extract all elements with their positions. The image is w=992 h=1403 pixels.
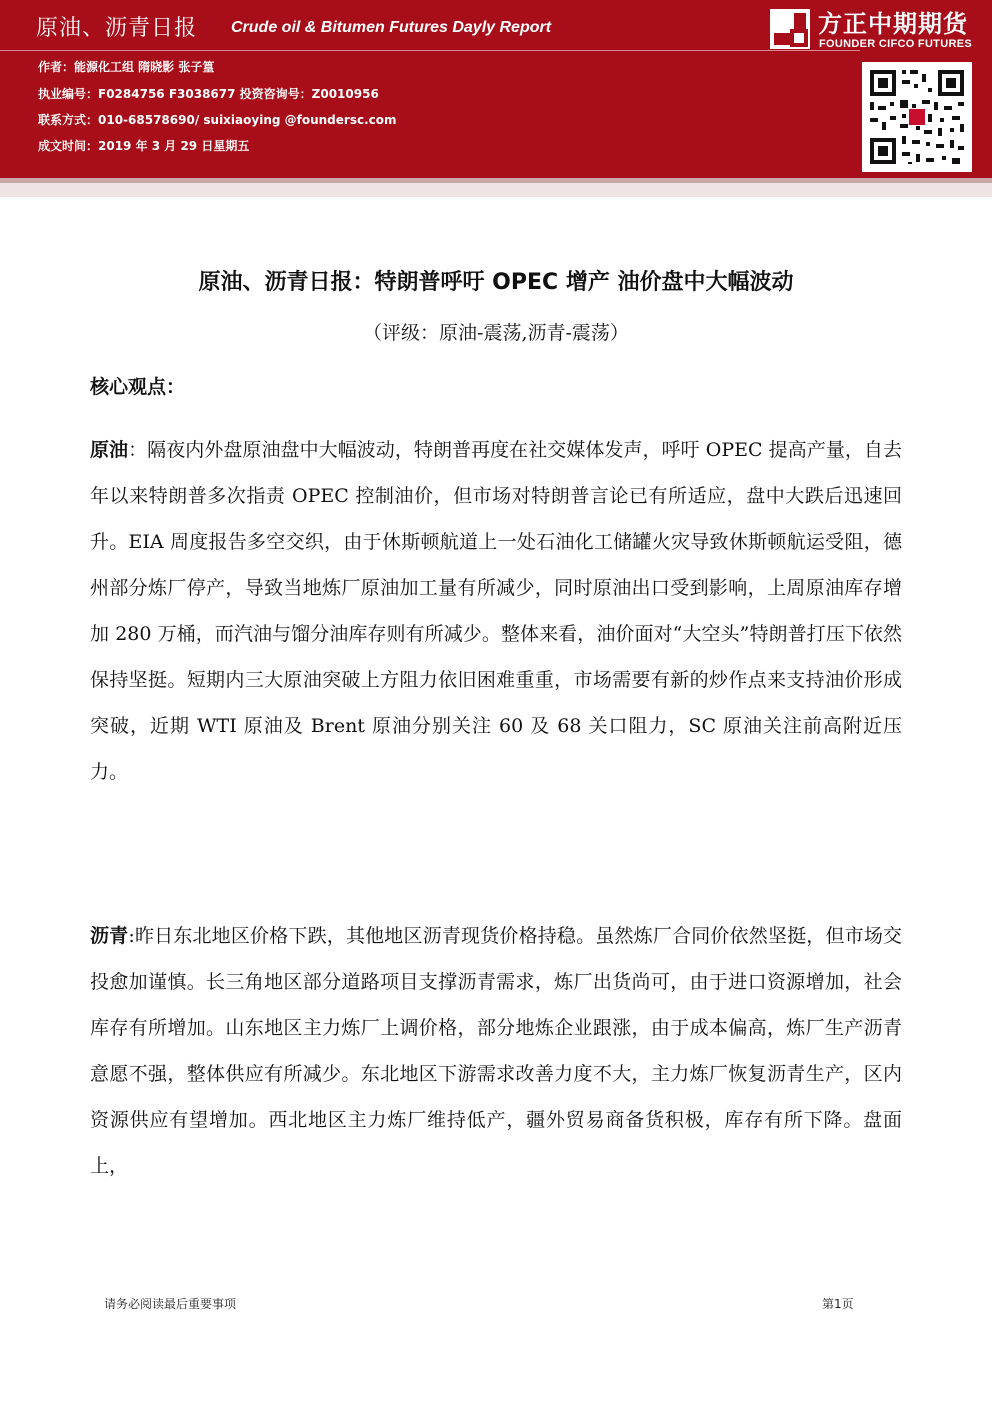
bitumen-paragraph (90, 913, 902, 1189)
report-series-title-en: Crude oil & Bitumen Futures Dayly Report (231, 19, 552, 36)
report-series-title: 原油、沥青日报 (36, 16, 198, 41)
brand-name: 方正中期期货 (818, 10, 968, 38)
core-view-heading: 核心观点： (90, 376, 186, 398)
header-banner (0, 0, 992, 178)
founder-logo-icon (770, 9, 810, 49)
crude-oil-lead: 原油 (90, 439, 129, 461)
crude-oil-paragraph (90, 427, 902, 795)
bitumen-text: :昨日东北地区价格下跌，其他地区沥青现货价格持稳。虽然炼厂合同价依然坚挺，但市场交投愈加谨慎。长三角地区部分道路项目支撑沥青需求，炼厂出货尚可，由于进口资源增加，社会库存有所增加。山东地区主力炼厂上调价格，部分地炼企业跟涨，由于成本偏高，炼厂生产沥青意愿不强，整体供应有所减少。东北地区下游需求改善力度不大，主力炼厂恢复沥青生产，区内资源供应有望增加。西北地区主力炼厂维持低产，疆外贸易商备货积极，库存有所下降。盘面上， (90, 925, 902, 1177)
page-number: 第1页 (822, 1297, 854, 1311)
crude-oil-text: ：隔夜内外盘原油盘中大幅波动，特朗普再度在社交媒体发声，呼吁 OPEC 提高产量，自去年以来特朗普多次指责 OPEC 控制油价，但市场对特朗普言论已有所适应，盘中大跌后迅速回升。EIA 周度报告多空交织，由于休斯顿航道上一处石油化工储罐火灾导致休斯顿航运受阻，德州部分炼厂停产，导致当地炼厂原油加工量有所减少，同时原油出口受到影响，上周原油库存增加 280 万桶，而汽油与馏分油库存则有所减少。整体来看，油价面对“大空头”特朗普打压下依然保持坚挺。短期内三大原油突破上方阻力依旧困难重重，市场需要有新的炒作点来支持油价形成突破，近期 WTI 原油及 Brent 原油分别关注 60 及 68 关口阻力，SC 原油关注前高附近压力。 (90, 439, 902, 783)
report-title: 原油、沥青日报：特朗普呼吁 OPEC 增产 油价盘中大幅波动 (198, 270, 794, 295)
author-line: 作者：能源化工组 隋晓影 张子篁 (38, 60, 215, 74)
footer-notice: 请务必阅读最后重要事项 (104, 1297, 237, 1311)
banner-divider (0, 50, 860, 51)
qr-code-icon (862, 62, 972, 172)
banner-shadow (0, 183, 992, 197)
license-line: 执业编号：F0284756 F3038677 投资咨询号：Z0010956 (38, 87, 379, 101)
bitumen-lead: 沥青 (90, 925, 129, 947)
report-rating: （评级：原油-震荡,沥青-震荡） (363, 322, 629, 344)
date-line: 成文时间：2019 年 3 月 29 日星期五 (38, 139, 250, 153)
brand-name-en: FOUNDER CIFCO FUTURES (819, 38, 972, 50)
contact-line: 联系方式：010-68578690/ suixiaoying @foundersc.com (38, 113, 397, 127)
